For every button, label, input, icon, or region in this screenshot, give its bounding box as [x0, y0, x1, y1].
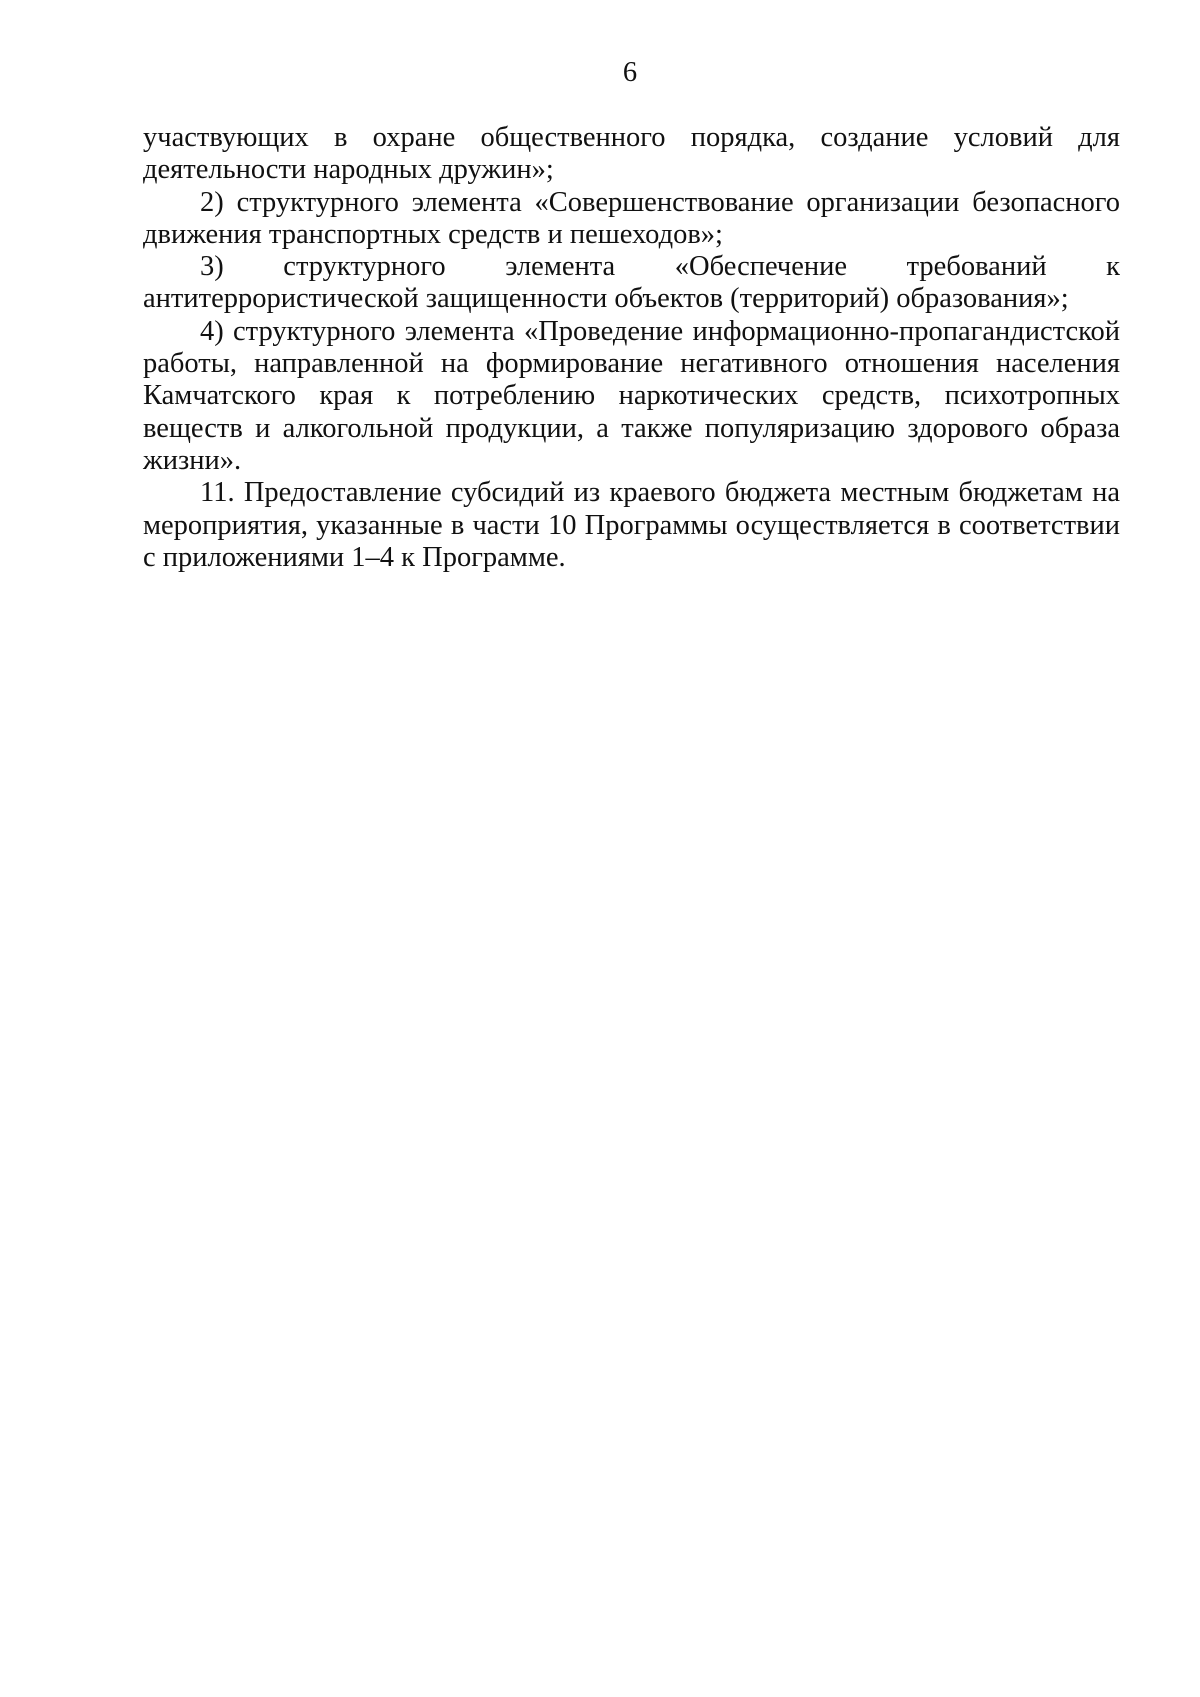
- page-number: 6: [622, 57, 638, 88]
- document-body: [143, 122, 1120, 574]
- paragraph-section-11: 11. Предоставление субсидий из краевого бюджета местным бюджетам на мероприятия, указанные в части 10 Программы осуществляется в соответствии с приложениями 1–4 к Программе.: [143, 477, 1120, 573]
- paragraph-item-2: 2) структурного элемента «Совершенствование организации безопасного движения транспортных средств и пешеходов»;: [143, 186, 1120, 250]
- paragraph-continuation: участвующих в охране общественного порядка, создание условий для деятельности народных дружин»;: [143, 122, 1120, 186]
- paragraph-item-3: 3) структурного элемента «Обеспечение требований к антитеррористической защищенности объектов (территорий) образования»;: [143, 251, 1120, 315]
- paragraph-item-4: 4) структурного элемента «Проведение информационно-пропагандистской работы, направленной на формирование негативного отношения населения Камчатского края к потреблению наркотических средств, психотропных веществ и алкогольной продукции, а также популяризацию здорового образа жизни».: [143, 315, 1120, 476]
